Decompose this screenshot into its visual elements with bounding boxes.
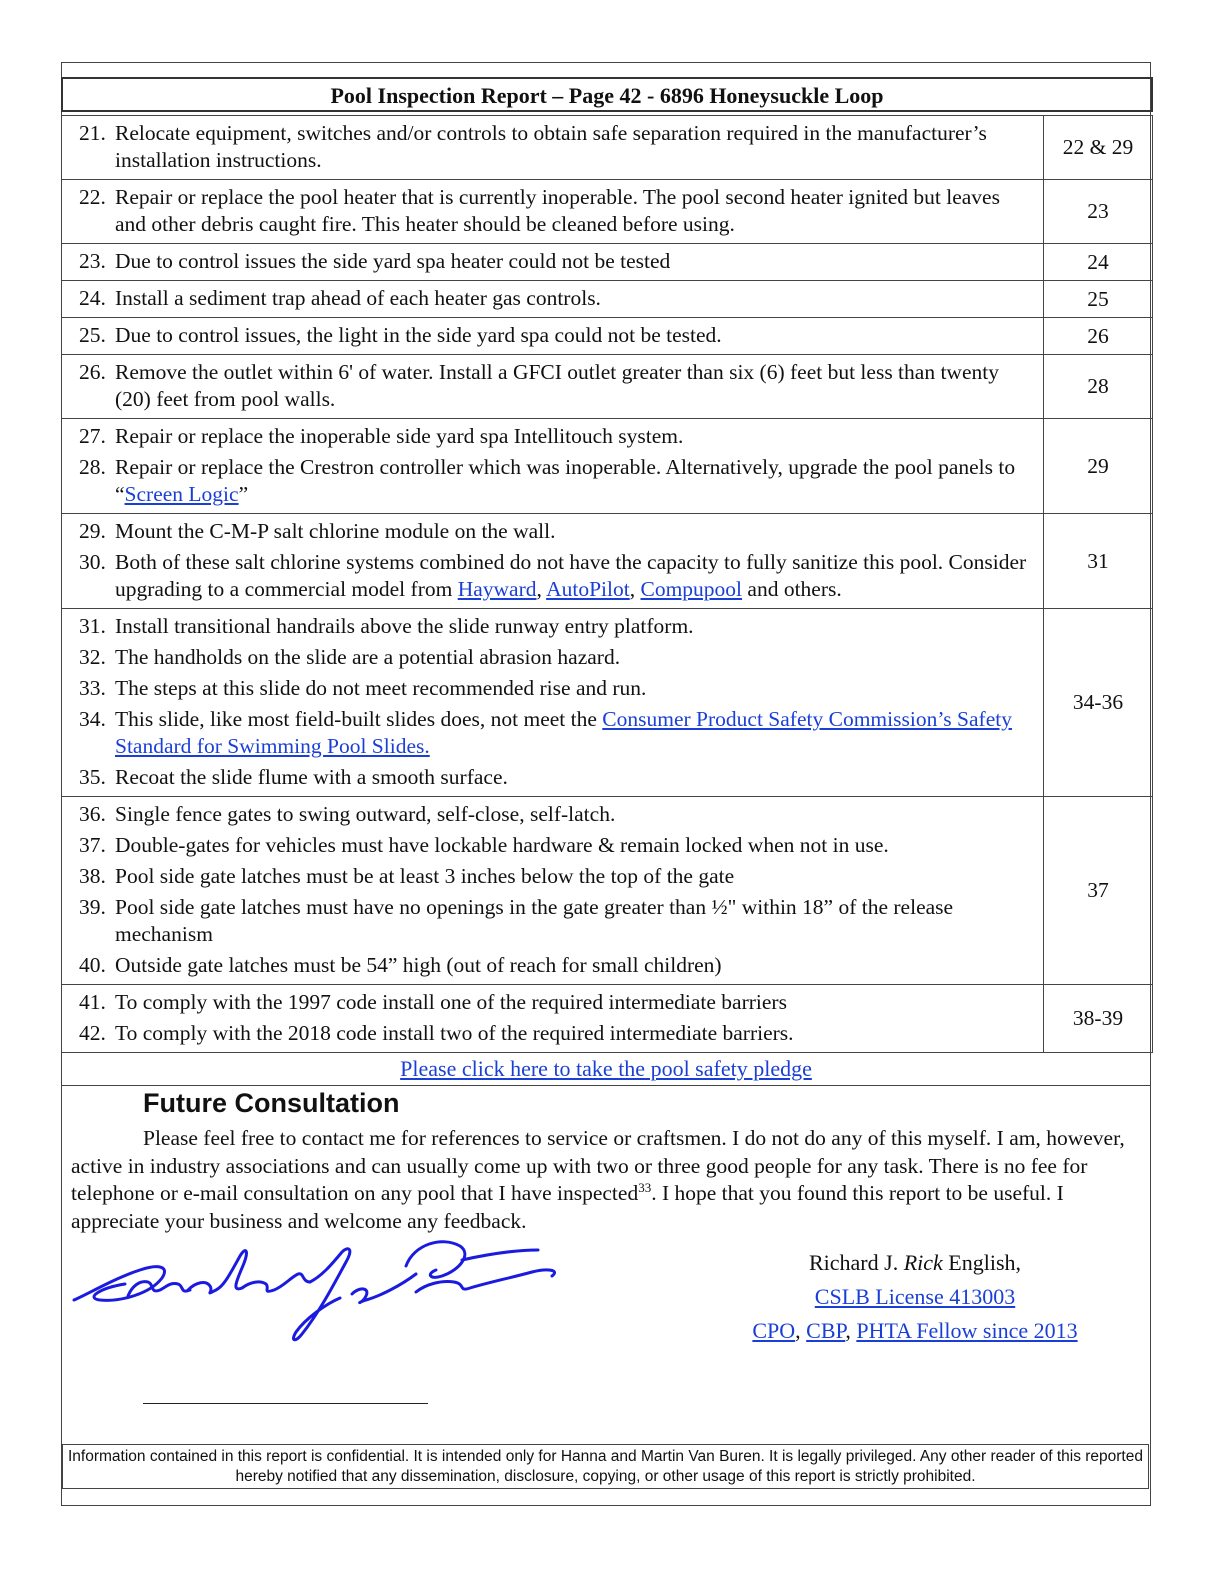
credentials: CPO, CBP, PHTA Fellow since 2013 [752,1318,1078,1343]
item-text: Due to control issues, the light in the side yard spa could not be tested. [115,323,722,347]
item-number: 23. [79,249,106,273]
reference-link[interactable]: Consumer Product Safety Commission’s Safety Standard for Swimming Pool Slides. [115,707,1012,758]
item-number: 24. [79,286,106,310]
recommendation-cell [62,419,1044,514]
item-text: Repair or replace the pool heater that is currently inoperable. The pool second heater ignited but leaves and other debris caught fire. This heater should be cleaned before using. [115,185,1000,236]
consultation-text: Please feel free to contact me for references to service or craftsmen. I do not do any of this myself. I am, however, active in industry associations and can usually come up with two or three good people for any task. There is no fee for telephone or e-mail consultation on any pool that I have inspected [71,1126,1125,1205]
list-item [79,764,1033,791]
item-number: 35. [79,765,106,789]
item-number: 32. [79,645,106,669]
recommendation-cell [62,797,1044,985]
page-reference: 23 [1044,180,1153,244]
item-number: 33. [79,676,106,700]
item-text: Repair or replace the inoperable side yard spa Intellitouch system. [115,424,684,448]
item-number: 21. [79,121,106,145]
item-text: This slide, like most field-built slides does, not meet the Consumer Product Safety Commission’s Safety Standard for Swimming Pool Slides. [115,707,1012,758]
item-number: 30. [79,550,106,574]
list-item [79,423,1033,450]
page-reference: 26 [1044,318,1153,355]
page-reference: 37 [1044,797,1153,985]
item-text: Relocate equipment, switches and/or controls to obtain safe separation required in the manufacturer’s installation instructions. [115,121,987,172]
item-number: 22. [79,185,106,209]
item-text: To comply with the 1997 code install one of the required intermediate barriers [115,990,787,1014]
item-number: 28. [79,455,106,479]
item-text: Mount the C-M-P salt chlorine module on the wall. [115,519,556,543]
recommendation-cell [62,355,1044,419]
table-row [62,355,1153,419]
list-item [79,549,1033,603]
item-number: 29. [79,519,106,543]
table-row [62,609,1153,797]
page-reference: 34-36 [1044,609,1153,797]
table-row [62,514,1153,609]
vendor-link[interactable]: Compupool [640,577,743,601]
list-item [79,184,1033,238]
recommendation-cell [62,318,1044,355]
page-reference: 38-39 [1044,985,1153,1053]
handwritten-signature [70,1238,570,1350]
list-item [79,248,1033,275]
signer-block [700,1246,1130,1348]
item-number: 31. [79,614,106,638]
table-row [62,244,1153,281]
reference-link[interactable]: Screen Logic [124,482,239,506]
item-number: 39. [79,895,106,919]
list-item [79,322,1033,349]
list-item [79,1020,1033,1047]
item-number: 40. [79,953,106,977]
item-text: Repair or replace the Crestron controller which was inoperable. Alternatively, upgrade the pool panels to “Screen Logic” [115,455,1016,506]
item-number: 41. [79,990,106,1014]
consultation-text-end: . I hope that you found this report to be useful. I appreciate your business and welcome any feedback. [71,1181,1064,1233]
table-row [62,281,1153,318]
item-number: 36. [79,802,106,826]
recommendation-cell [62,180,1044,244]
item-text: Outside gate latches must be 54” high (out of reach for small children) [115,953,722,977]
item-number: 38. [79,864,106,888]
item-text: Remove the outlet within 6' of water. Install a GFCI outlet greater than six (6) feet but less than twenty (20) feet from pool walls. [115,360,999,411]
list-item [79,285,1033,312]
item-text: Single fence gates to swing outward, self-close, self-latch. [115,802,616,826]
item-number: 26. [79,360,106,384]
item-text: Install transitional handrails above the slide runway entry platform. [115,614,694,638]
table-row [62,318,1153,355]
list-item [79,989,1033,1016]
recommendation-cell [62,609,1044,797]
item-number: 42. [79,1021,106,1045]
page-reference: 28 [1044,355,1153,419]
item-number: 34. [79,707,106,731]
item-number: 27. [79,424,106,448]
item-text: Recoat the slide flume with a smooth surface. [115,765,508,789]
vendor-link[interactable]: Hayward [457,577,537,601]
list-item [79,675,1033,702]
page-title: Pool Inspection Report – Page 42 - 6896 Honeysuckle Loop [61,77,1153,112]
item-text: Both of these salt chlorine systems combined do not have the capacity to fully sanitize this pool. Consider upgrading to a commercial model from Hayward, AutoPilot, Compupool and others. [115,550,1027,601]
recommendation-cell [62,514,1044,609]
recommendation-cell [62,985,1044,1053]
item-text: To comply with the 2018 code install two of the required intermediate barriers. [115,1021,794,1045]
footnote-ref: 33 [638,1179,652,1195]
table-row [62,419,1153,514]
table-row [62,116,1153,180]
page-reference: 25 [1044,281,1153,318]
pledge-row [61,1052,1151,1086]
recommendation-cell [62,281,1044,318]
item-text: The steps at this slide do not meet recommended rise and run. [115,676,647,700]
cbp-link[interactable]: CBP [806,1318,846,1343]
item-text: The handholds on the slide are a potential abrasion hazard. [115,645,621,669]
vendor-link[interactable]: AutoPilot [546,577,630,601]
cpo-link[interactable]: CPO [752,1318,796,1343]
item-text: Install a sediment trap ahead of each heater gas controls. [115,286,601,310]
page-reference: 22 & 29 [1044,116,1153,180]
recommendation-cell [62,116,1044,180]
page-reference: 29 [1044,419,1153,514]
item-text: Double-gates for vehicles must have lockable hardware & remain locked when not in use. [115,833,889,857]
signer-name: Richard J. Rick English, [808,1250,1022,1275]
list-item [79,518,1033,545]
list-item [79,706,1033,760]
future-consultation-heading: Future Consultation [143,1088,400,1118]
list-item [79,120,1033,174]
table-row [62,985,1153,1053]
item-number: 37. [79,833,106,857]
page-reference: 24 [1044,244,1153,281]
item-text: Pool side gate latches must be at least 3 inches below the top of the gate [115,864,735,888]
list-item [79,863,1033,890]
confidentiality-footer: Information contained in this report is confidential. It is intended only for Hanna and Martin Van Buren. It is legally privileged. Any other reader of this reported hereby notified that any dissemination, disclosure, copying, or other usage of this report is strictly prohibited. [62,1444,1149,1489]
table-row [62,797,1153,985]
page-reference: 31 [1044,514,1153,609]
signature-line [143,1403,428,1404]
recommendation-cell [62,244,1044,281]
pool-safety-pledge-link[interactable]: Please click here to take the pool safety pledge [400,1056,812,1081]
item-text: Pool side gate latches must have no openings in the gate greater than ½" within 18” of the release mechanism [115,895,954,946]
list-item [79,613,1033,640]
list-item [79,894,1033,948]
list-item [79,359,1033,413]
table-row [62,180,1153,244]
item-text: Due to control issues the side yard spa heater could not be tested [115,249,671,273]
future-consultation-body [71,1125,1141,1235]
item-number: 25. [79,323,106,347]
recommendations-table [61,115,1153,1053]
list-item [79,832,1033,859]
list-item [79,454,1033,508]
list-item [79,952,1033,979]
list-item [79,644,1033,671]
list-item [79,801,1033,828]
cslb-license-link[interactable]: CSLB License 413003 [814,1284,1016,1309]
phta-fellow-link[interactable]: PHTA Fellow since 2013 [856,1318,1078,1343]
